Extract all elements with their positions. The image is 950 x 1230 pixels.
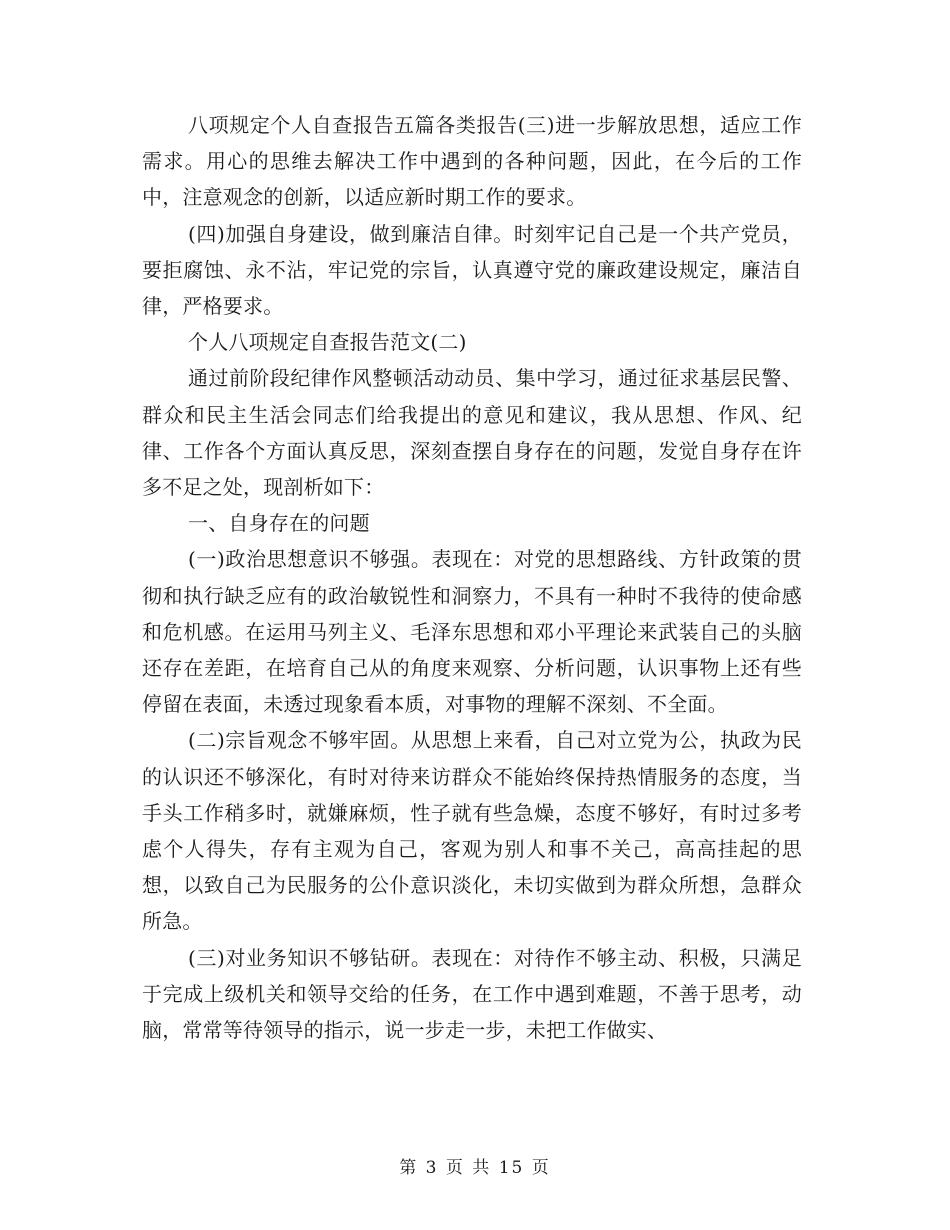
paragraph-2: (四)加强自身建设，做到廉洁自律。时刻牢记自己是一个共产党员，要拒腐蚀、永不沾，牢记党的宗旨，认真遵守党的廉政建设规定，廉洁自律，严格要求。 — [142, 221, 802, 319]
paragraph-5: (二)宗旨观念不够牢固。从思想上来看，自己对立党为公，执政为民的认识还不够深化，有时对待来访群众不能始终保持热情服务的态度，当手头工作稍多时，就嫌麻烦，性子就有些急燥，态度不够好，有时过多考虑个人得失，存有主观为自己，客观为别人和事不关己，高高挂起的思想，以致自己为民服务的公仆意识淡化，未切实做到为群众所想，急群众所急。 — [142, 728, 802, 934]
paragraph-4: (一)政治思想意识不够强。表现在：对党的思想路线、方针政策的贯彻和执行缺乏应有的政治敏锐性和洞察力，不具有一种时不我待的使命感和危机感。在运用马列主义、毛泽东思想和邓小平理论来武装自己的头脑还存在差距，在培育自己从的角度来观察、分析问题，认识事物上还有些停留在表面，未透过现象看本质，对事物的理解不深刻、不全面。 — [142, 547, 802, 717]
paragraph-6: (三)对业务知识不够钻研。表现在：对待作不够主动、积极，只满足于完成上级机关和领导交给的任务，在工作中遇到难题，不善于思考，动脑，常常等待领导的指示，说一步走一步，未把工作做实、 — [142, 945, 802, 1043]
paragraph-1: 八项规定个人自查报告五篇各类报告(三)进一步解放思想，适应工作需求。用心的思维去解决工作中遇到的各种问题，因此，在今后的工作中，注意观念的创新，以适应新时期工作的要求。 — [142, 113, 802, 210]
page-number-footer: 第 3 页 共 15 页 — [399, 1158, 551, 1178]
section-heading-2: 个人八项规定自查报告范文(二) — [188, 330, 467, 355]
document-body — [142, 107, 802, 1048]
subheading-problems: 一、自身存在的问题 — [188, 511, 370, 536]
paragraph-3: 通过前阶段纪律作风整顿活动动员、集中学习，通过征求基层民警、群众和民主生活会同志们给我提出的意见和建议，我从思想、作风、纪律、工作各个方面认真反思，深刻查摆自身存在的问题，发觉自身存在许多不足之处，现剖析如下： — [142, 366, 802, 500]
